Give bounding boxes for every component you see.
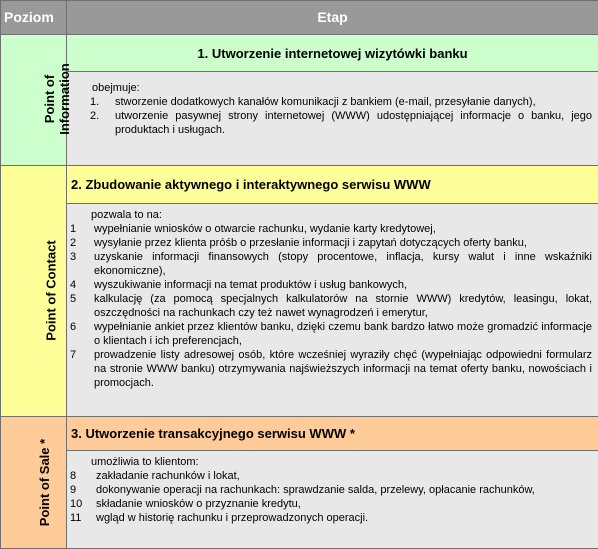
section-3-list xyxy=(67,469,598,525)
section-3-intro: umożliwia to klientom: xyxy=(91,455,199,468)
section-2-body-row xyxy=(1,204,598,417)
section-3-title: 3. Utworzenie transakcyjnego serwisu WWW * xyxy=(67,417,598,451)
section-2-title-row xyxy=(1,166,598,204)
level-label-contact: Point of Contact xyxy=(43,240,59,341)
section-1-title-row xyxy=(1,34,598,72)
list-item-number: 1 xyxy=(70,223,77,236)
list-item-text: składanie wniosków o przyznanie kredytu, xyxy=(96,497,301,510)
section-1-body-row xyxy=(1,72,598,166)
section-3-title-row xyxy=(1,417,598,451)
list-item-number: 10 xyxy=(70,497,83,510)
section-2-list xyxy=(67,222,598,390)
list-item xyxy=(87,109,598,137)
list-item-number: 3 xyxy=(70,251,77,264)
list-item-number: 9 xyxy=(70,483,77,496)
list-item-text: wysyłanie przez klienta próśb o przesłanie informacji i zapytań dotyczących oferty banku, xyxy=(94,237,527,250)
list-item xyxy=(67,511,598,525)
list-item-number: 2 xyxy=(70,237,77,250)
list-item-text: prowadzenie listy adresowej osób, które wcześniej wyraziły chęć (wypełniając odpowiedni formularz na stronie WWW banku) otrzymywania najświeższych informacji na temat oferty banku, nowościach i promocjach. xyxy=(94,349,592,390)
level-label-sale: Point of Sale * xyxy=(37,438,53,526)
list-item xyxy=(67,483,598,497)
list-item-text: stworzenie dodatkowych kanałów komunikacji z bankiem (e-mail, przesyłanie danych), xyxy=(115,96,536,109)
list-item-text: wgląd w historię rachunku i przeprowadzonych operacji. xyxy=(96,511,369,524)
list-item-text: wypełnianie ankiet przez klientów banku, dzięki czemu bank bardzo łatwo może gromadzić informacje o klientach i ich preferencjach, xyxy=(94,321,592,348)
level-cell-sale xyxy=(1,417,67,549)
list-item xyxy=(87,95,598,109)
list-item-number: 6 xyxy=(70,321,77,334)
list-item-text: wyszukiwanie informacji na temat produktów i usług bankowych, xyxy=(94,279,408,292)
list-item-text: utworzenie pasywnej strony internetowej (WWW) udostępniającej informacje o banku, jego produktach i usługach. xyxy=(115,110,592,137)
list-item-text: uzyskanie informacji finansowych (stopy procentowe, inflacja, kursy walut i inne wskaźniki ekonomiczne), xyxy=(94,251,592,278)
list-item-number: 7 xyxy=(70,349,77,362)
section-3-body-row xyxy=(1,450,598,548)
header-row xyxy=(1,1,598,35)
section-2-body xyxy=(67,204,598,417)
list-item xyxy=(67,497,598,511)
list-item-number: 11 xyxy=(70,511,82,524)
level-cell-contact xyxy=(1,166,67,417)
list-item xyxy=(67,278,598,292)
list-item-number: 8 xyxy=(70,469,77,482)
list-item xyxy=(67,236,598,250)
list-item-number: 1. xyxy=(90,96,100,109)
list-item-text: kalkulację (za pomocą specjalnych kalkulatorów na stornie WWW) kredytów, leasingu, lokat, oszczędności na rachunkach czy też nawet wynagrodzeń i emerytur, xyxy=(94,293,592,320)
list-item xyxy=(67,348,598,390)
list-item xyxy=(67,222,598,236)
list-item xyxy=(67,320,598,348)
list-item-text: wypełnianie wniosków o otwarcie rachunku, wydanie karty kredytowej, xyxy=(94,223,436,236)
list-item xyxy=(67,292,598,320)
header-etap: Etap xyxy=(67,1,598,35)
list-item xyxy=(67,469,598,483)
section-1-body xyxy=(67,72,598,166)
section-2-title: 2. Zbudowanie aktywnego i interaktywnego serwisu WWW xyxy=(67,166,598,204)
section-1-list xyxy=(87,95,598,137)
list-item-number: 2. xyxy=(90,110,100,123)
list-item-text: dokonywanie operacji na rachunkach: sprawdzanie salda, przelewy, opłacanie rachunków, xyxy=(96,483,535,496)
level-cell-information xyxy=(1,34,72,166)
header-poziom: Poziom xyxy=(1,1,67,35)
list-item-text: zakładanie rachunków i lokat, xyxy=(96,469,240,482)
level-label-information: Point of Information xyxy=(42,63,72,135)
list-item xyxy=(67,250,598,278)
section-2-intro: pozwala to na: xyxy=(91,209,162,222)
list-item-number: 5 xyxy=(70,293,77,306)
section-1-intro: obejmuje: xyxy=(92,82,140,95)
section-1-title: 1. Utworzenie internetowej wizytówki banku xyxy=(67,34,598,72)
section-3-body xyxy=(67,450,598,548)
list-item-number: 4 xyxy=(70,279,77,292)
